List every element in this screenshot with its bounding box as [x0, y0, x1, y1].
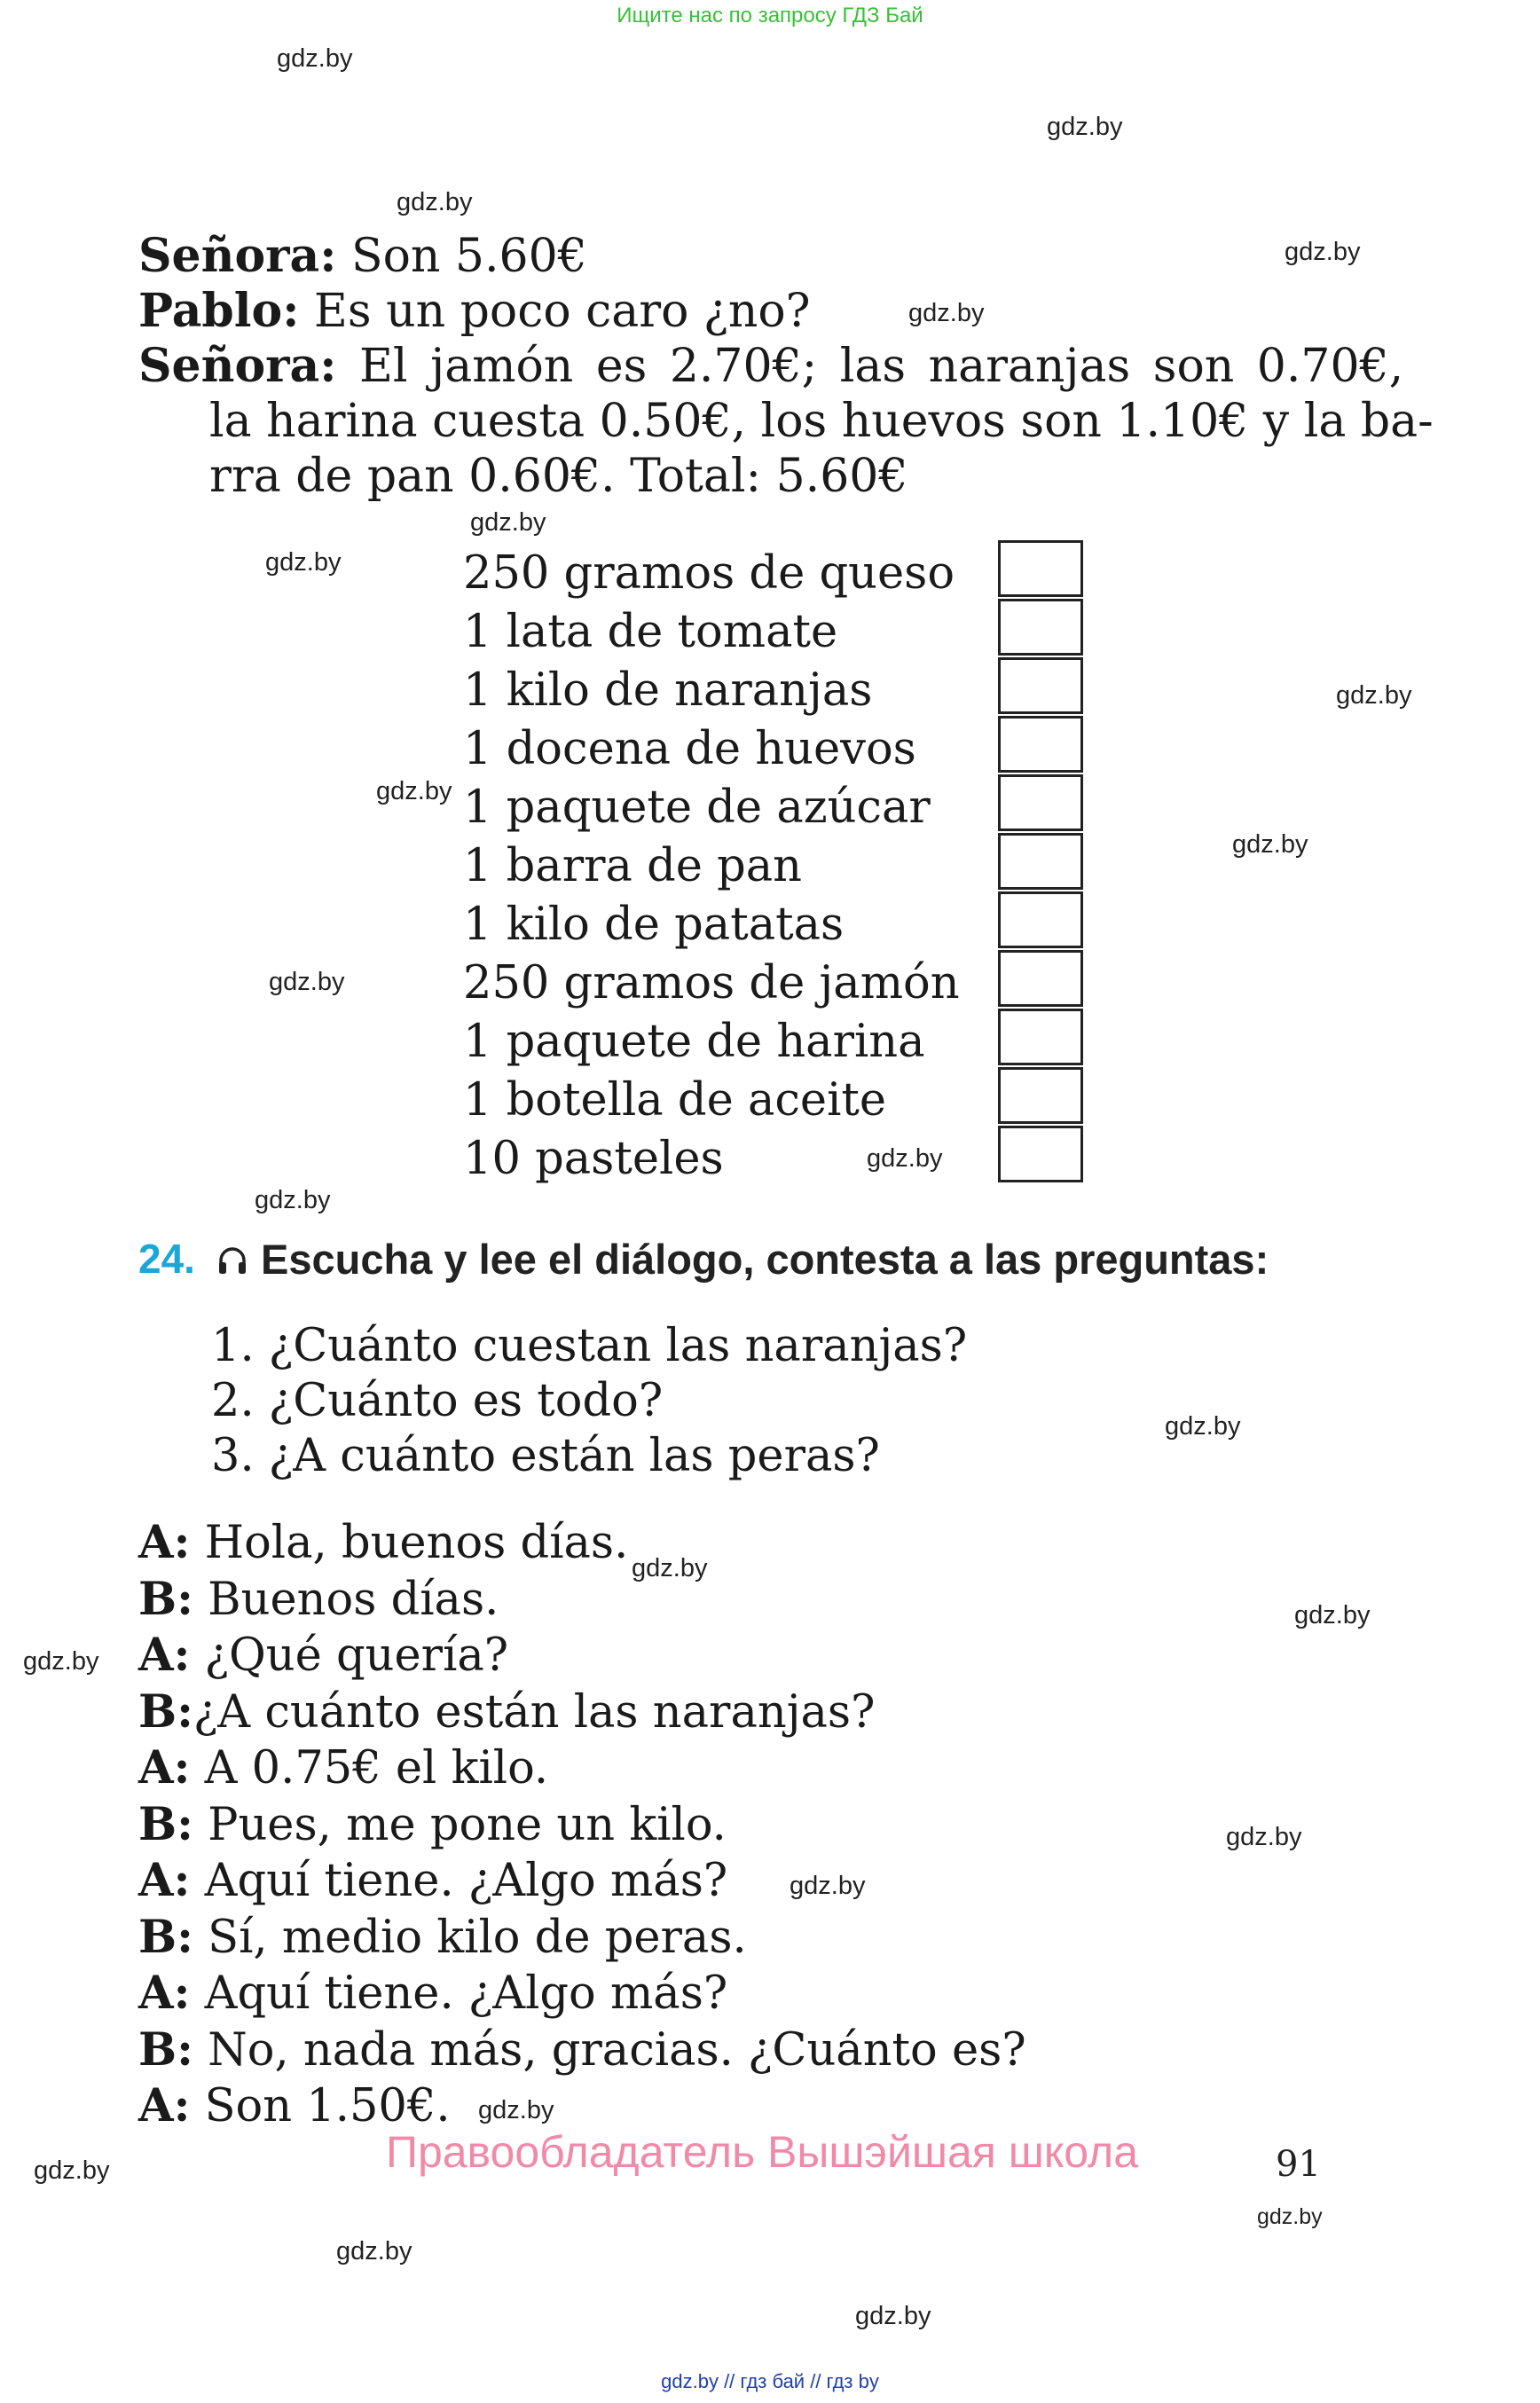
- shopping-list: [463, 545, 960, 1189]
- list-item: 250 gramos de jamón: [463, 957, 960, 1009]
- page-number: 91: [1276, 2144, 1321, 2185]
- footer-links[interactable]: gdz.by // гдз бай // гдз by: [661, 2370, 879, 2392]
- watermark: gdz.by: [1165, 1412, 1241, 1441]
- dialogue-line: [138, 284, 1434, 339]
- list-item: 1 paquete de harina: [463, 1016, 925, 1068]
- speaker: A:: [138, 1516, 191, 1569]
- speaker: B:: [138, 1910, 193, 1964]
- line-text: Sí, medio kilo de peras.: [192, 1911, 747, 1964]
- checkbox[interactable]: [998, 657, 1083, 714]
- line-text: Son 5.60€: [336, 230, 587, 283]
- speaker: Señora:: [138, 339, 337, 393]
- speaker: A:: [138, 1967, 191, 2020]
- checkbox[interactable]: [998, 599, 1083, 656]
- watermark: gdz.by: [1047, 113, 1123, 141]
- checkbox[interactable]: [998, 774, 1083, 831]
- dialogue-line: [138, 229, 1434, 284]
- speaker: A:: [138, 1741, 191, 1794]
- watermark: gdz.by: [632, 1554, 708, 1582]
- checkbox[interactable]: [998, 1067, 1083, 1124]
- watermark: gdz.by: [336, 2237, 412, 2266]
- watermark: gdz.by: [470, 508, 546, 537]
- dialogue-line: [138, 394, 1434, 449]
- exercise-header: [138, 1235, 195, 1283]
- line-text: No, nada más, gracias. ¿Cuánto es?: [192, 2023, 1026, 2077]
- speaker: B:: [138, 2022, 193, 2077]
- watermark: gdz.by: [1285, 238, 1361, 266]
- list-item: 10 pasteles: [463, 1133, 724, 1185]
- speaker: A:: [138, 2079, 191, 2132]
- checkbox[interactable]: [998, 540, 1083, 597]
- list-item: 1 kilo de naranjas: [463, 664, 873, 717]
- question: 1. ¿Cuánto cuestan las naranjas?: [211, 1320, 968, 1372]
- watermark: gdz.by: [23, 1647, 99, 1676]
- dialogue-line: [138, 1910, 1026, 1967]
- dialogue-line: [138, 339, 1434, 394]
- question-list: [211, 1319, 967, 1484]
- watermark: gdz.by: [269, 968, 345, 996]
- speaker: Pablo:: [138, 284, 300, 338]
- list-item: 1 kilo de patatas: [463, 899, 845, 951]
- watermark: gdz.by: [478, 2096, 554, 2124]
- checkbox[interactable]: [998, 833, 1083, 890]
- watermark: gdz.by: [34, 2156, 110, 2185]
- line-text: Buenos días.: [192, 1573, 499, 1626]
- dialogue-line: [138, 1684, 1026, 1741]
- speaker: B:: [138, 1684, 193, 1739]
- checkbox[interactable]: [998, 1009, 1083, 1065]
- speaker: Señora:: [138, 229, 337, 283]
- question: 2. ¿Cuánto es todo?: [211, 1375, 664, 1427]
- dialogue-line: [138, 449, 1434, 504]
- list-item: 1 lata de tomate: [463, 606, 838, 658]
- question: 3. ¿A cuánto están las peras?: [211, 1430, 880, 1482]
- line-text: Pues, me pone un kilo.: [192, 1798, 727, 1851]
- dialogue-line: [138, 1515, 1026, 1572]
- rights-holder: Правообладатель Вышэйшая школа: [386, 2127, 1138, 2177]
- headphones-icon: [216, 1245, 248, 1276]
- list-item: 250 gramos de queso: [463, 547, 955, 600]
- dialogue: [138, 1515, 1026, 2135]
- line-text: Hola, buenos días.: [190, 1517, 629, 1569]
- line-text: rra de pan 0.60€. Total: 5.60€: [209, 450, 908, 503]
- dialogue-line: [138, 1628, 1026, 1684]
- dialogue-line: [138, 1572, 1026, 1629]
- watermark: gdz.by: [1226, 1823, 1302, 1851]
- checkbox[interactable]: [998, 716, 1083, 773]
- watermark: gdz.by: [376, 777, 452, 805]
- line-text: Son 1.50€.: [190, 2080, 451, 2132]
- watermark: gdz.by: [908, 299, 985, 327]
- line-text: Aquí tiene. ¿Algo más?: [190, 1967, 728, 2020]
- checkbox[interactable]: [998, 950, 1083, 1007]
- list-item: 1 docena de huevos: [463, 723, 916, 775]
- speaker: B:: [138, 1572, 193, 1626]
- checkbox[interactable]: [998, 1126, 1083, 1182]
- line-text: ¿A cuánto están las naranjas?: [192, 1685, 876, 1739]
- speaker: A:: [138, 1854, 191, 1907]
- dialogue-line: [138, 1853, 1026, 1910]
- speaker: A:: [138, 1629, 191, 1682]
- watermark: gdz.by: [255, 1186, 331, 1214]
- exercise-number: 24.: [138, 1236, 195, 1282]
- line-text: la harina cuesta 0.50€, los huevos son 1.10€ y la ba-: [209, 395, 1434, 448]
- dialogue-line: [138, 1966, 1026, 2022]
- line-text: Aquí tiene. ¿Algo más?: [190, 1855, 728, 1907]
- checkbox[interactable]: [998, 891, 1083, 948]
- dialogue-line: [138, 1740, 1026, 1797]
- watermark: gdz.by: [1294, 1601, 1371, 1629]
- dialogue-line: [138, 2022, 1026, 2079]
- watermark: gdz.by: [1232, 830, 1308, 859]
- speaker: B:: [138, 1797, 193, 1851]
- list-item: 1 paquete de azúcar: [463, 781, 931, 834]
- exercise-title: Escucha y lee el diálogo, contesta a las preguntas:: [261, 1236, 1269, 1283]
- watermark: gdz.by: [1257, 2204, 1323, 2229]
- dialogue-line: [138, 1797, 1026, 1854]
- top-dialogue: [138, 229, 1434, 504]
- line-text: El jamón es 2.70€; las naranjas son 0.70€,: [336, 340, 1404, 393]
- watermark: gdz.by: [867, 1144, 943, 1173]
- line-text: A 0.75€ el kilo.: [190, 1742, 549, 1794]
- line-text: Es un poco caro ¿no?: [299, 285, 811, 338]
- watermark: gdz.by: [277, 44, 353, 73]
- list-item: 1 barra de pan: [463, 840, 803, 892]
- watermark: gdz.by: [397, 188, 473, 216]
- list-item: 1 botella de aceite: [463, 1074, 887, 1127]
- watermark: gdz.by: [855, 2302, 931, 2330]
- line-text: ¿Qué quería?: [190, 1629, 509, 1682]
- watermark: gdz.by: [1336, 681, 1412, 710]
- top-banner: Ищите нас по запросу ГДЗ Бай: [617, 4, 923, 27]
- watermark: gdz.by: [790, 1872, 866, 1900]
- watermark: gdz.by: [265, 548, 342, 577]
